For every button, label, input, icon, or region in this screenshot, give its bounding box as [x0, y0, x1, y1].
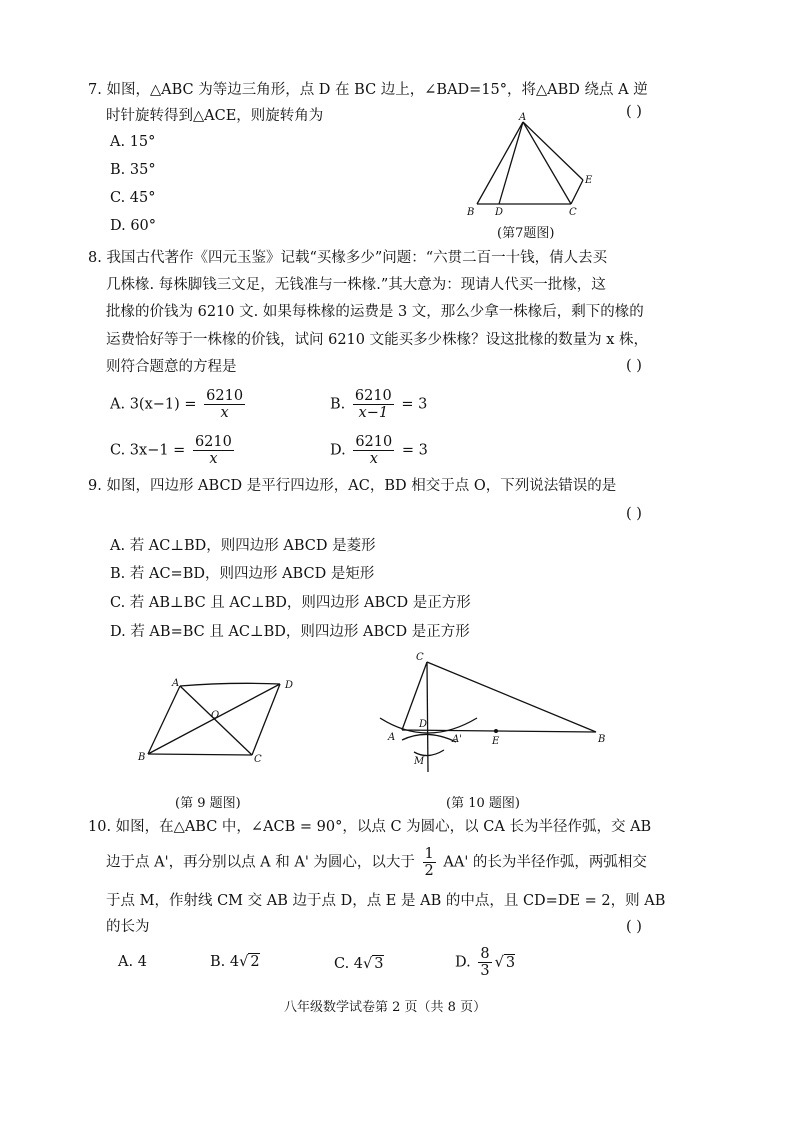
q7-line2: 时针旋转得到△ACE，则旋转角为 — [106, 108, 324, 124]
q10-figure — [372, 648, 612, 778]
q8-option-c-num: 6210 — [194, 434, 232, 450]
q10-option-b-prefix: B. 4 — [210, 954, 240, 970]
q8-option-c-den: x — [209, 451, 218, 467]
q7-option-a: A. 15° — [110, 134, 156, 150]
q10-half-num: 1 — [424, 846, 434, 862]
q10-line1: 10. 如图，在△ABC 中，∠ACB = 90°，以点 C 为圆心，以 CA 长为半径作弧，交 AB — [88, 819, 652, 835]
q10-answer-paren: ( ) — [626, 919, 642, 935]
q7-option-b: B. 35° — [110, 162, 156, 178]
q10-option-c-prefix: C. 4 — [334, 956, 364, 972]
q10-option-c-radical: √ — [363, 956, 373, 972]
q8-answer-paren: ( ) — [626, 358, 642, 374]
q8-line5: 则符合题意的方程是 — [106, 359, 237, 375]
page-footer: 八年级数学试卷第 2 页（共 8 页） — [284, 1000, 487, 1015]
q10-label-m: M — [414, 756, 425, 767]
q10-label-c: C — [416, 652, 424, 663]
q7-option-d: D. 60° — [110, 218, 157, 234]
q10-option-d-den: 3 — [480, 963, 490, 979]
q7-label-b: B — [467, 207, 475, 218]
q7-label-c: C — [569, 207, 577, 218]
q9-option-b: B. 若 AC=BD，则四边形 ABCD 是矩形 — [110, 566, 375, 582]
q8-option-d — [330, 434, 428, 467]
q10-option-c — [334, 956, 384, 972]
q9-option-a: A. 若 AC⊥BD，则四边形 ABCD 是菱形 — [110, 538, 376, 554]
q10-option-b-radical: √ — [239, 954, 249, 970]
q9-caption: (第 9 题图) — [175, 796, 241, 811]
q8-option-c — [110, 434, 237, 467]
q8-option-d-fraction — [353, 434, 394, 467]
q10-label-d: D — [419, 719, 428, 730]
q8-option-c-fraction — [193, 434, 234, 467]
q8-option-b-num: 6210 — [354, 388, 392, 404]
q8-line2: 几株椽. 每株脚钱三文足，无钱准与一株椽.”其大意为：现请人代买一批椽，这 — [106, 277, 606, 293]
q10-option-b — [210, 954, 260, 970]
q7-figure — [455, 112, 605, 224]
q10-option-d-num: 8 — [480, 946, 490, 962]
q9-label-d: D — [285, 680, 294, 691]
q10-option-b-radicand: 2 — [250, 954, 260, 970]
q10-option-d-fraction — [478, 946, 491, 979]
q10-line2-start: 边于点 A'，再分别以点 A 和 A' 为圆心，以大于 — [106, 854, 415, 871]
q8-option-d-num: 6210 — [355, 434, 393, 450]
q7-label-a: A — [519, 112, 527, 123]
q7-option-c: C. 45° — [110, 190, 156, 206]
q8-line3: 批椽的价钱为 6210 文. 如果每株椽的运费是 3 文，那么少拿一株椽后，剩下的椽的 — [106, 304, 644, 320]
q8-option-b-den: x−1 — [358, 405, 389, 421]
q10-line2 — [106, 846, 647, 879]
q8-option-d-prefix: D. — [330, 442, 346, 459]
q9-figure — [130, 672, 310, 772]
q9-line1: 9. 如图，四边形 ABCD 是平行四边形，AC，BD 相交于点 O，下列说法错误的是 — [88, 478, 617, 494]
q10-option-d — [455, 946, 515, 979]
q8-option-b-prefix: B. — [330, 396, 346, 413]
q8-option-b-fraction — [353, 388, 394, 421]
q8-option-b-suffix: = 3 — [401, 396, 428, 413]
q8-option-a-fraction — [204, 388, 245, 421]
q10-line3: 于点 M，作射线 CM 交 AB 边于点 D，点 E 是 AB 的中点，且 CD=DE = 2，则 AB — [106, 893, 666, 909]
q10-point-e — [494, 729, 498, 733]
q10-half-fraction — [423, 846, 436, 879]
q10-option-d-radical: √ — [494, 954, 504, 971]
q8-option-b — [330, 388, 427, 421]
q9-option-c: C. 若 AB⊥BC 且 AC⊥BD，则四边形 ABCD 是正方形 — [110, 595, 471, 611]
q9-answer-paren: ( ) — [626, 506, 642, 522]
q10-label-a: A — [388, 732, 396, 743]
q10-line4: 的长为 — [106, 919, 150, 935]
q10-half-den: 2 — [424, 863, 434, 879]
q10-option-d-radicand: 3 — [505, 954, 516, 971]
q9-label-c: C — [254, 754, 262, 765]
q8-option-d-den: x — [369, 451, 378, 467]
q10-caption: (第 10 题图) — [446, 796, 520, 811]
q8-option-a-prefix: A. 3(x−1) = — [110, 396, 197, 413]
q10-option-c-radicand: 3 — [374, 956, 384, 972]
q7-label-d: D — [495, 207, 504, 218]
q9-label-b: B — [138, 752, 146, 763]
q7-caption: (第7题图) — [497, 226, 555, 241]
q10-label-b: B — [598, 734, 606, 745]
q8-line4: 运费恰好等于一株椽的价钱，试问 6210 文能买多少株椽？设这批椽的数量为 x 株， — [106, 332, 649, 348]
q10-label-e: E — [492, 736, 500, 747]
q10-option-d-prefix: D. — [455, 954, 471, 971]
q7-label-e: E — [585, 175, 593, 186]
q8-option-a-num: 6210 — [206, 388, 244, 404]
q7-answer-paren: ( ) — [626, 104, 642, 120]
q8-option-d-suffix: = 3 — [401, 442, 428, 459]
q7-line1: 7. 如图，△ABC 为等边三角形，点 D 在 BC 边上，∠BAD=15°，将△ABD 绕点 A 逆 — [88, 82, 648, 98]
q10-line2-end: AA' 的长为半径作弧，两弧相交 — [443, 854, 647, 871]
q9-option-d: D. 若 AB=BC 且 AC⊥BD，则四边形 ABCD 是正方形 — [110, 624, 470, 640]
q8-line1: 8. 我国古代著作《四元玉鉴》记载“买椽多少”问题：“六贯二百一十钱，倩人去买 — [88, 250, 608, 266]
q9-label-a: A — [172, 678, 180, 689]
q10-option-a: A. 4 — [118, 954, 147, 970]
q9-label-o: O — [211, 710, 220, 721]
q10-label-a-prime: A' — [452, 734, 462, 745]
q8-option-c-prefix: C. 3x−1 = — [110, 442, 186, 459]
q8-option-a-den: x — [220, 405, 229, 421]
q8-option-a — [110, 388, 248, 421]
